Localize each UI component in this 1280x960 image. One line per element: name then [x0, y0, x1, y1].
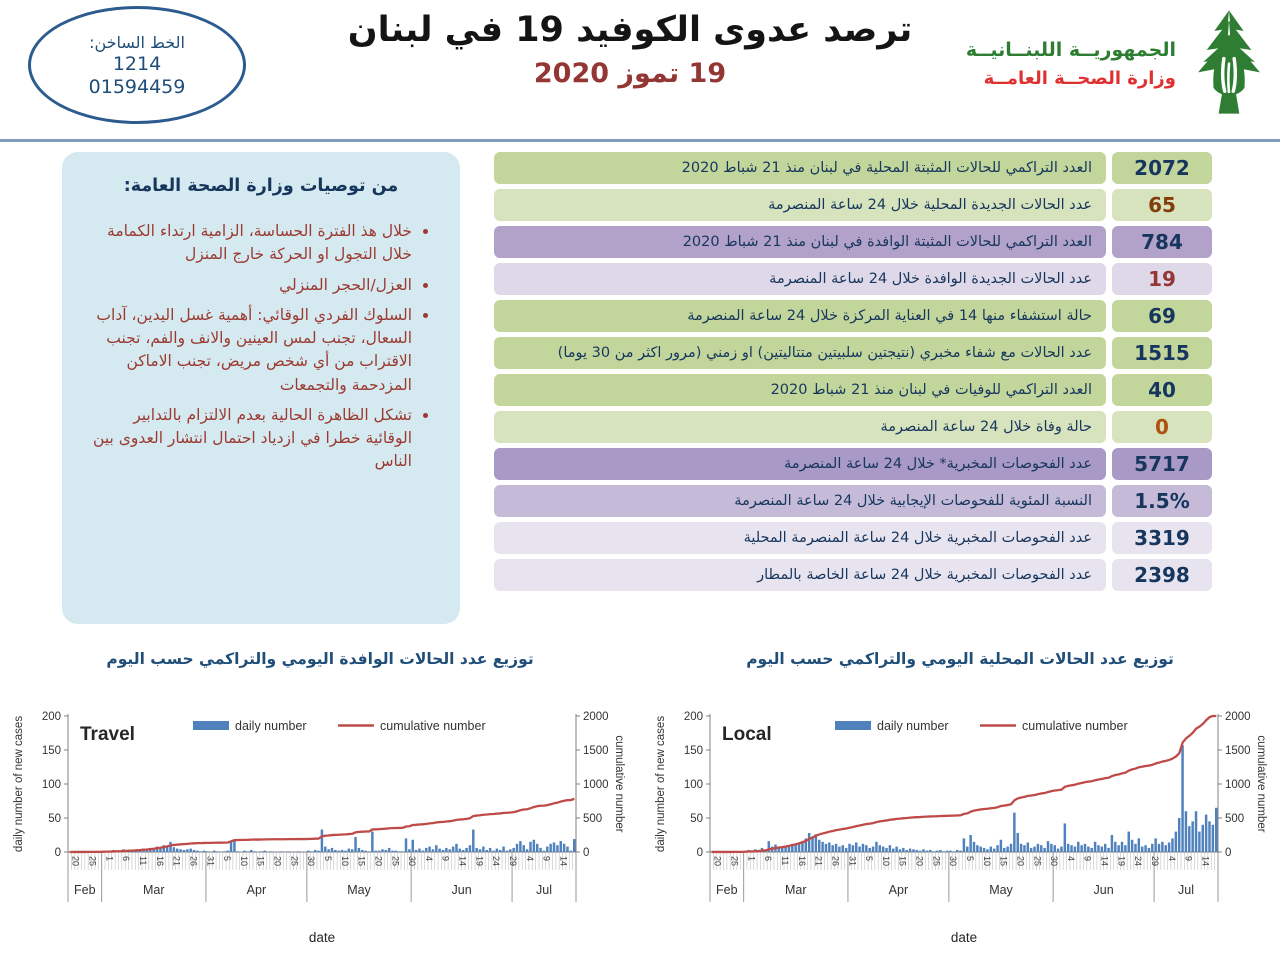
- svg-text:19: 19: [474, 856, 485, 867]
- stat-value: 3319: [1112, 522, 1212, 554]
- ministry-header: [966, 8, 1272, 120]
- stat-label: النسبة المئوية للفحوصات الإيجابية خلال 24 ساعة المنصرمة: [494, 485, 1106, 517]
- svg-text:4: 4: [1065, 856, 1076, 862]
- svg-text:30: 30: [1049, 856, 1060, 867]
- table-row: [494, 152, 1212, 184]
- month-label: May: [347, 883, 371, 897]
- legend-bar-swatch: [835, 721, 871, 730]
- ministry-name-republic: الجمهوريــة اللبنــانيــة: [965, 39, 1176, 62]
- recommendation-item: • تشكل الظاهرة الحالية بعدم الالتزام بالتدابير الوقائية خطرا في ازدياد احتمال انتشار العدوى بين الناس: [90, 404, 412, 474]
- svg-text:29: 29: [1150, 856, 1161, 867]
- stat-label: عدد الفحوصات المخبرية خلال 24 ساعة الخاصة بالمطار: [494, 559, 1106, 591]
- report-date: 19 تموز 2020: [533, 58, 727, 89]
- svg-text:24: 24: [1133, 856, 1144, 867]
- table-row: [494, 559, 1212, 591]
- svg-text:11: 11: [137, 856, 148, 866]
- svg-text:150: 150: [41, 745, 61, 757]
- hotline-number-short: 1214: [112, 52, 162, 75]
- svg-text:1500: 1500: [1225, 745, 1251, 757]
- svg-text:25: 25: [729, 856, 740, 867]
- svg-text:5: 5: [323, 856, 333, 862]
- stat-label: عدد الفحوصات المخبرية خلال 24 ساعة المنصرمة المحلية: [494, 522, 1106, 554]
- report-title-block: [300, 10, 960, 89]
- month-label: Feb: [716, 883, 738, 897]
- svg-text:0: 0: [696, 847, 703, 859]
- svg-text:0: 0: [583, 847, 590, 859]
- svg-text:19: 19: [1116, 856, 1127, 867]
- month-label: Jun: [1093, 883, 1114, 897]
- svg-text:14: 14: [558, 856, 569, 867]
- stat-value: 40: [1112, 374, 1212, 406]
- svg-text:9: 9: [541, 856, 552, 862]
- svg-text:16: 16: [796, 856, 807, 867]
- svg-text:25: 25: [1032, 856, 1043, 867]
- svg-text:2000: 2000: [1225, 711, 1251, 723]
- month-label: Jul: [536, 883, 553, 897]
- local-chart-title-ar: توزيع عدد الحالات المحلية اليومي والتراكمي حسب اليوم: [746, 650, 1174, 668]
- svg-text:1500: 1500: [583, 745, 609, 757]
- stat-label: العدد التراكمي للحالات المثبتة الوافدة في لبنان منذ 21 شباط 2020: [494, 226, 1106, 258]
- stat-label: حالة وفاة خلال 24 ساعة المنصرمة: [494, 411, 1106, 443]
- stat-value: 5717: [1112, 448, 1212, 480]
- svg-text:20: 20: [373, 856, 384, 867]
- daily-bars: [710, 745, 1217, 852]
- svg-text:6: 6: [763, 856, 774, 862]
- svg-text:21: 21: [813, 856, 824, 867]
- svg-text:14: 14: [1200, 856, 1211, 867]
- svg-text:11: 11: [779, 856, 790, 866]
- stat-label: عدد الفحوصات المخبرية* خلال 24 ساعة المنصرمة: [494, 448, 1106, 480]
- svg-text:20: 20: [914, 856, 925, 867]
- month-label: May: [989, 883, 1013, 897]
- svg-text:1: 1: [746, 856, 757, 862]
- svg-text:15: 15: [897, 856, 908, 867]
- table-row: [494, 337, 1212, 369]
- recommendation-item: • العزل/الحجر المنزلي: [90, 274, 412, 297]
- table-row: [494, 189, 1212, 221]
- chart-title: Travel: [80, 724, 135, 745]
- svg-text:50: 50: [690, 813, 703, 825]
- cedar-logo-icon: [1186, 8, 1272, 120]
- table-row: [494, 522, 1212, 554]
- x-axis-title: date: [308, 930, 336, 945]
- left-axis-title: daily number of new cases: [655, 715, 667, 853]
- svg-text:5: 5: [965, 856, 975, 862]
- svg-text:9: 9: [1183, 856, 1194, 862]
- table-row: [494, 263, 1212, 295]
- svg-text:6: 6: [121, 856, 132, 862]
- recommendations-heading: من توصيات وزارة الصحة العامة:: [123, 176, 399, 196]
- month-label: Feb: [74, 883, 96, 897]
- svg-text:25: 25: [931, 856, 942, 867]
- x-axis-title: date: [950, 930, 978, 945]
- svg-text:5: 5: [222, 856, 233, 862]
- svg-text:30: 30: [407, 856, 418, 867]
- svg-text:14: 14: [457, 856, 468, 867]
- report-title: ترصد عدوى الكوفيد 19 في لبنان: [347, 10, 913, 50]
- legend-cumulative-label: cumulative number: [1022, 719, 1128, 733]
- svg-text:100: 100: [683, 779, 703, 791]
- stat-value: 784: [1112, 226, 1212, 258]
- svg-text:25: 25: [390, 856, 401, 867]
- svg-text:20: 20: [70, 856, 81, 867]
- svg-text:14: 14: [1099, 856, 1110, 867]
- table-row: [494, 374, 1212, 406]
- month-label: Mar: [143, 883, 165, 897]
- svg-text:29: 29: [508, 856, 519, 867]
- svg-text:9: 9: [1082, 856, 1093, 862]
- recommendations-list: [90, 220, 432, 474]
- svg-text:5: 5: [864, 856, 875, 862]
- svg-text:24: 24: [491, 856, 502, 867]
- table-row: [494, 411, 1212, 443]
- cumulative-line: [712, 716, 1217, 852]
- svg-text:31: 31: [205, 856, 216, 867]
- stats-table: [494, 152, 1212, 591]
- stat-value: 65: [1112, 189, 1212, 221]
- svg-text:150: 150: [683, 745, 703, 757]
- svg-text:4: 4: [1166, 856, 1177, 862]
- stat-value: 69: [1112, 300, 1212, 332]
- travel-chart-title-ar: توزيع عدد الحالات الوافدة اليومي والتراكمي حسب اليوم: [106, 650, 534, 668]
- svg-text:20: 20: [712, 856, 723, 867]
- legend-cumulative-label: cumulative number: [380, 719, 486, 733]
- svg-text:31: 31: [847, 856, 858, 867]
- svg-text:200: 200: [683, 711, 703, 723]
- svg-text:50: 50: [48, 813, 61, 825]
- travel-chart: [8, 702, 632, 954]
- recommendations-panel: [62, 152, 460, 624]
- stat-value: 0: [1112, 411, 1212, 443]
- svg-text:500: 500: [1225, 813, 1245, 825]
- ministry-name: [966, 36, 1176, 92]
- day-labels: [713, 856, 1211, 866]
- hotline-label: الخط الساخن:: [89, 32, 185, 52]
- svg-text:10: 10: [238, 856, 249, 867]
- local-chart: [650, 702, 1274, 954]
- svg-text:500: 500: [583, 813, 603, 825]
- stat-value: 1515: [1112, 337, 1212, 369]
- ministry-name-moph: وزارة الصحــة العامــة: [983, 67, 1176, 89]
- svg-text:20: 20: [272, 856, 283, 867]
- svg-text:200: 200: [41, 711, 61, 723]
- legend-bar-swatch: [193, 721, 229, 730]
- svg-text:25: 25: [289, 856, 300, 867]
- svg-text:1000: 1000: [583, 779, 609, 791]
- stat-label: حالة استشفاء منها 14 في العناية المركزة خلال 24 ساعة المنصرمة: [494, 300, 1106, 332]
- recommendation-item: • خلال هذ الفترة الحساسة، الزامية ارتداء الكمامة خلال التجول او الحركة خارج المنزل: [90, 220, 412, 267]
- table-row: [494, 226, 1212, 258]
- table-row: [494, 300, 1212, 332]
- svg-text:100: 100: [41, 779, 61, 791]
- svg-text:15: 15: [998, 856, 1009, 867]
- svg-text:15: 15: [255, 856, 266, 867]
- recommendation-item: • السلوك الفردي الوقائي: أهمية غسل اليدين، آداب السعال، تجنب لمس العينين والانف والفم، تجنب الاقتراب من أي شخص مريض، تجنب الاماكن المزدحمة والتجمعات: [90, 304, 412, 397]
- travel-chart-svg: [8, 702, 628, 952]
- legend-daily-label: daily number: [877, 719, 949, 733]
- table-row: [494, 448, 1212, 480]
- right-axis-title: cumulative number: [613, 735, 625, 833]
- svg-text:4: 4: [423, 856, 434, 862]
- month-label: Mar: [785, 883, 807, 897]
- hotline-number-long: 01594459: [88, 75, 186, 98]
- svg-text:25: 25: [87, 856, 98, 867]
- svg-text:9: 9: [440, 856, 451, 862]
- month-label: Jun: [451, 883, 472, 897]
- svg-text:21: 21: [171, 856, 182, 867]
- stat-label: العدد التراكمي للوفيات في لبنان منذ 21 شباط 2020: [494, 374, 1106, 406]
- hotline-badge: [28, 6, 246, 124]
- legend: [835, 719, 1128, 733]
- stat-label: عدد الحالات مع شفاء مخبري (نتيجتين سلبيتين متتاليتين) او زمني (مرور اكثر من 30 يوما): [494, 337, 1106, 369]
- stat-value: 1.5%: [1112, 485, 1212, 517]
- svg-text:0: 0: [54, 847, 61, 859]
- svg-text:10: 10: [981, 856, 992, 867]
- svg-text:1: 1: [104, 856, 115, 862]
- legend-daily-label: daily number: [235, 719, 307, 733]
- svg-text:10: 10: [880, 856, 891, 867]
- month-label: Apr: [888, 883, 909, 897]
- legend: [193, 719, 486, 733]
- right-axis-title: cumulative number: [1255, 735, 1267, 833]
- chart-titles-row: [0, 650, 1280, 668]
- header-separator: [0, 139, 1280, 142]
- day-labels: [71, 856, 569, 866]
- svg-text:4: 4: [524, 856, 535, 862]
- stat-value: 2072: [1112, 152, 1212, 184]
- stat-value: 19: [1112, 263, 1212, 295]
- svg-text:30: 30: [948, 856, 959, 867]
- svg-text:15: 15: [356, 856, 367, 867]
- svg-text:10: 10: [339, 856, 350, 867]
- local-chart-svg: [650, 702, 1270, 952]
- svg-text:0: 0: [1225, 847, 1232, 859]
- svg-text:1000: 1000: [1225, 779, 1251, 791]
- table-row: [494, 485, 1212, 517]
- left-axis-title: daily number of new cases: [13, 715, 25, 853]
- svg-text:26: 26: [830, 856, 841, 867]
- svg-text:26: 26: [188, 856, 199, 867]
- svg-text:20: 20: [1015, 856, 1026, 867]
- month-label: Apr: [246, 883, 267, 897]
- month-label: Jul: [1178, 883, 1195, 897]
- stat-label: عدد الحالات الجديدة المحلية خلال 24 ساعة المنصرمة: [494, 189, 1106, 221]
- svg-text:2000: 2000: [583, 711, 609, 723]
- svg-text:30: 30: [306, 856, 317, 867]
- stat-value: 2398: [1112, 559, 1212, 591]
- stat-label: عدد الحالات الجديدة الوافدة خلال 24 ساعة المنصرمة: [494, 263, 1106, 295]
- svg-text:16: 16: [154, 856, 165, 867]
- chart-title: Local: [722, 724, 772, 745]
- stat-label: العدد التراكمي للحالات المثبتة المحلية في لبنان منذ 21 شباط 2020: [494, 152, 1106, 184]
